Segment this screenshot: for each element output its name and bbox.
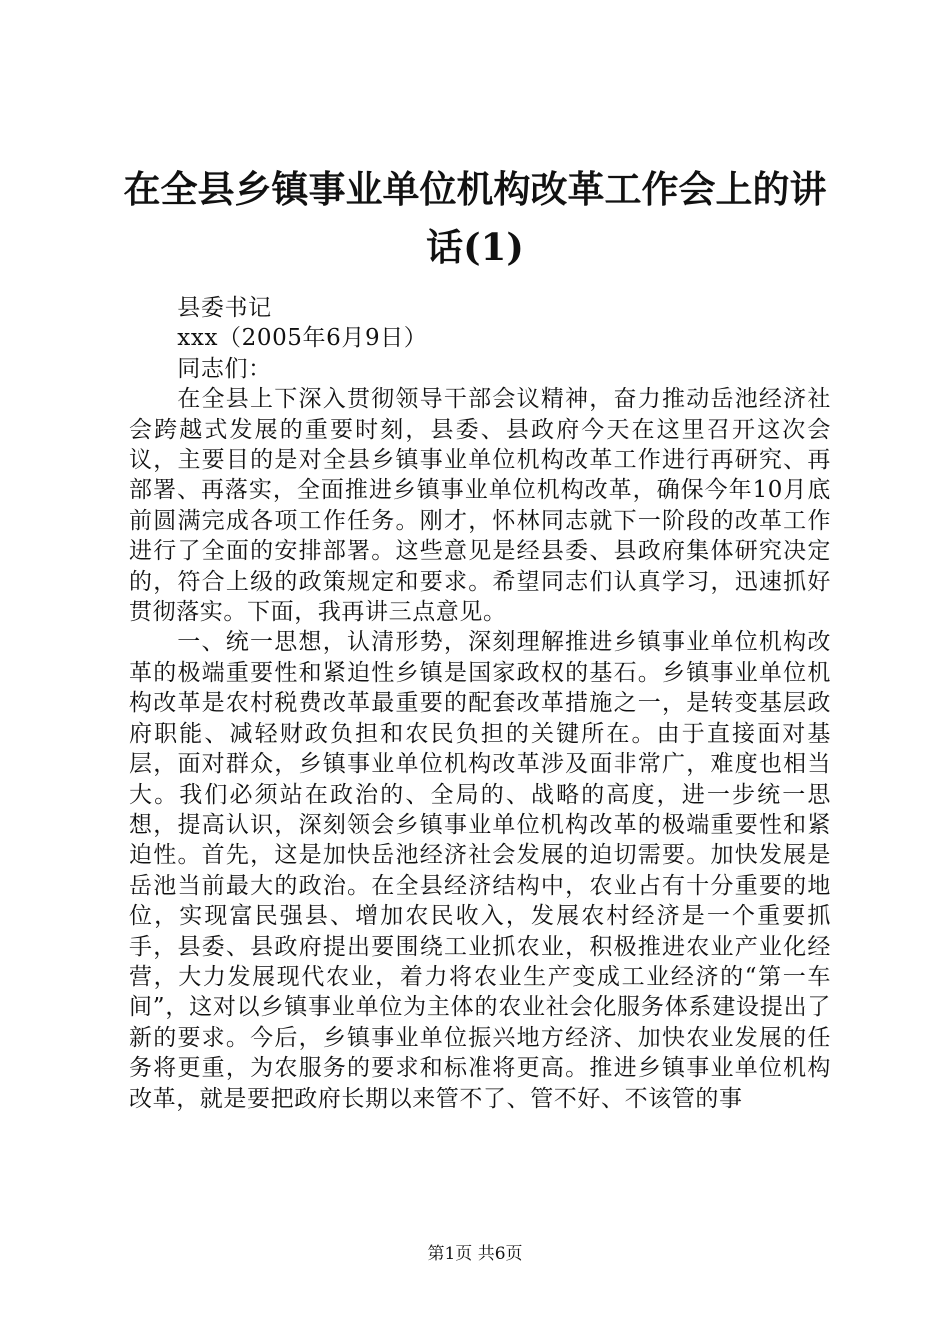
document-body (129, 293, 831, 1114)
speaker-role: 县委书记 (177, 295, 272, 321)
paragraph: 在全县上下深入贯彻领导干部会议精神，奋力推动岳池经济社会跨越式发展的重要时刻，县委、县政府今天在这里召开这次会议，主要目的是对全县乡镇事业单位机构改革工作进行再研究、再部署、再落实，全面推进乡镇事业单位机构改革，确保今年10月底前圆满完成各项工作任务。刚才，怀林同志就下一阶段的改革工作进行了全面的安排部署。这些意见是经县委、县政府集体研究决定的，符合上级的政策规定和要求。希望同志们认真学习，迅速抓好贯彻落实。下面，我再讲三点意见。 (129, 386, 831, 626)
salutation: 同志们： (177, 355, 272, 382)
document-title: 在全县乡镇事业单位机构改革工作会上的讲话(1) (123, 167, 827, 269)
paragraph: 一、统一思想，认清形势，深刻理解推进乡镇事业单位机构改革的极端重要性和紧迫性乡镇是国家政权的基石。乡镇事业单位机构改革是农村税费改革最重要的配套改革措施之一，是转变基层政府职能、减轻财政负担和农民负担的关键所在。由于直接面对基层，面对群众，乡镇事业单位机构改革涉及面非常广，难度也相当大。我们必须站在政治的、全局的、战略的高度，进一步统一思想，提高认识，深刻领会乡镇事业单位机构改革的极端重要性和紧迫性。首先，这是加快岳池经济社会发展的迫切需要。加快发展是岳池当前最大的政治。在全县经济结构中，农业占有十分重要的地位，实现富民强县、增加农民收入，发展农村经济是一个重要抓手，县委、县政府提出要围绕工业抓农业，积极推进农业产业化经营，大力发展现代农业，着力将农业生产变成工业经济的“第一车间”，这对以乡镇事业单位为主体的农业社会化服务体系建设提出了新的要求。今后，乡镇事业单位振兴地方经济、加快农业发展的任务将更重，为农服务的要求和标准将更高。推进乡镇事业单位机构改革，就是要把政府长期以来管不了、管不好、不该管的事 (129, 629, 831, 1112)
page-footer: 第1页 共6页 (427, 1244, 523, 1264)
speaker-line: xxx（2005年6月9日） (177, 325, 428, 352)
